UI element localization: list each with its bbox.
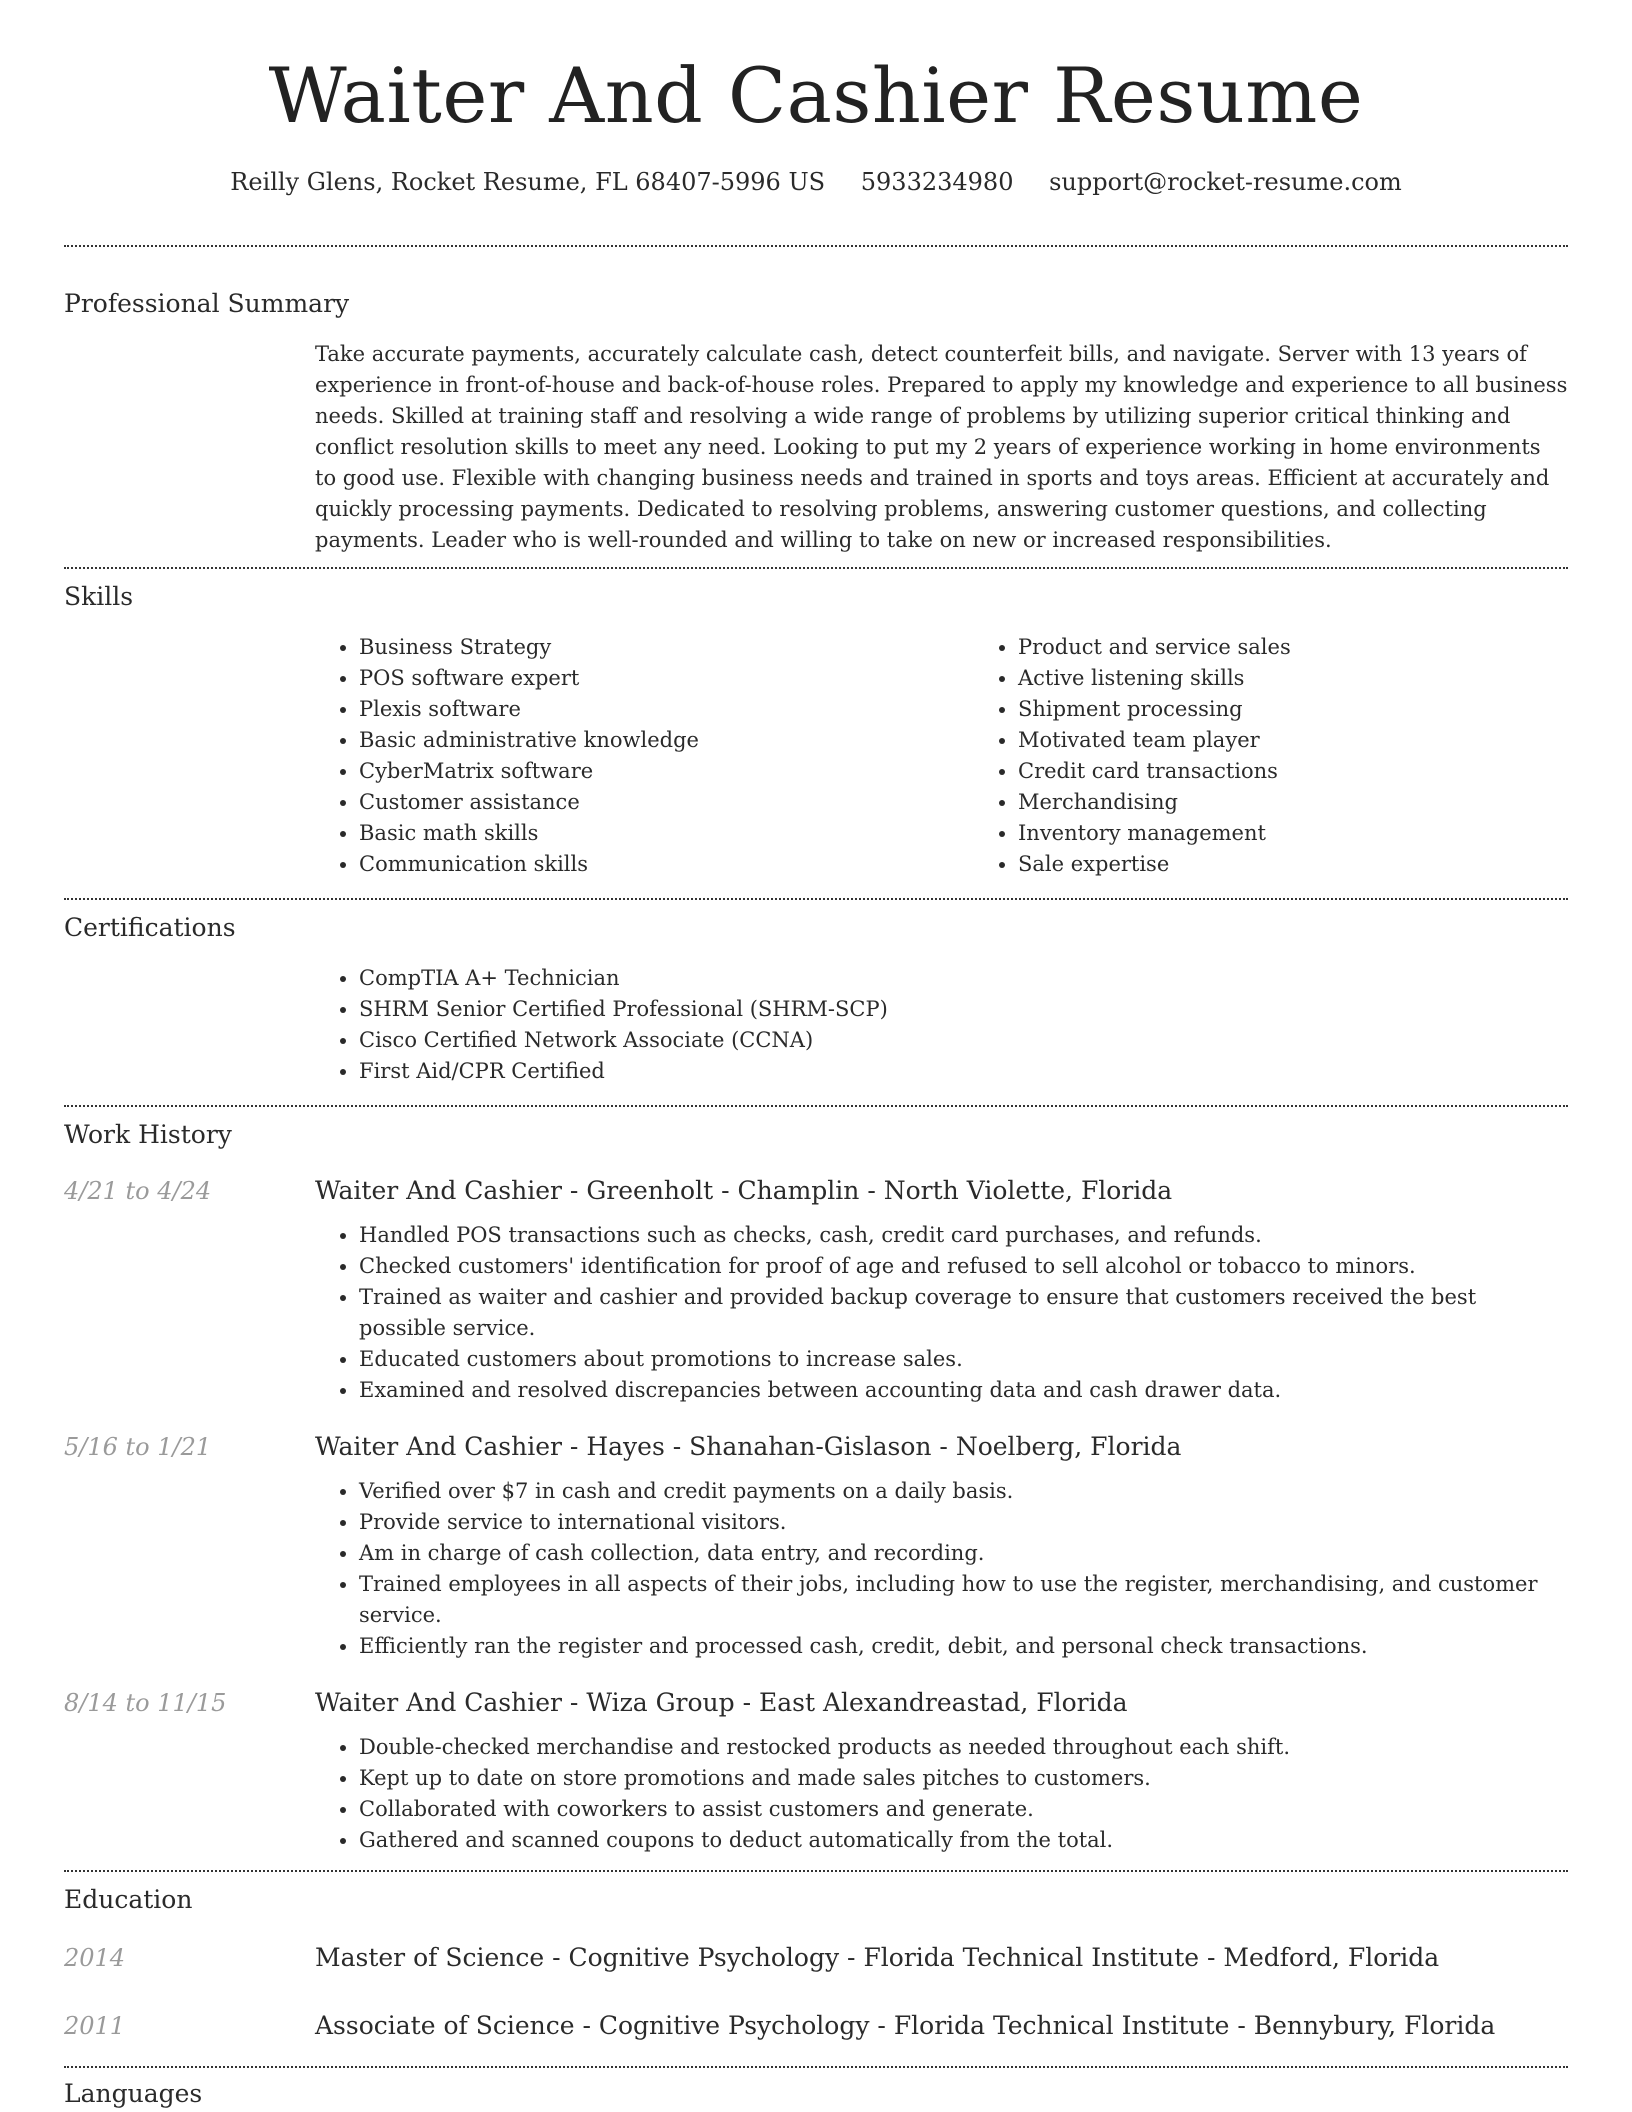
skill-item: • Basic math skills (359, 818, 974, 849)
contact-phone: 5933234980 (860, 168, 1014, 196)
job-entry (64, 1173, 1568, 1406)
skills-section (64, 632, 1568, 880)
job-bullet: • Trained as waiter and cashier and provided backup coverage to ensure that customers received the best possible service. (359, 1282, 1568, 1344)
skill-item: • Communication skills (359, 849, 974, 880)
job-entry (64, 1685, 1568, 1856)
section-heading-work-history: Work History (64, 1120, 232, 1149)
section-heading-certifications: Certifications (64, 913, 236, 942)
section-heading-skills: Skills (64, 582, 134, 611)
job-bullet: • Double-checked merchandise and restocked products as needed throughout each shift. (359, 1732, 1568, 1763)
skill-item: • Basic administrative knowledge (359, 725, 974, 756)
job-bullets (315, 1220, 1568, 1406)
divider (64, 898, 1568, 900)
certification-item: • First Aid/CPR Certified (359, 1056, 1568, 1087)
job-bullet: • Educated customers about promotions to increase sales. (359, 1344, 1568, 1375)
skills-columns (315, 632, 1632, 880)
job-title: Waiter And Cashier - Greenholt - Champlin - North Violette, Florida (315, 1176, 1173, 1205)
certification-item: • CompTIA A+ Technician (359, 963, 1568, 994)
education-title: Associate of Science - Cognitive Psychology - Florida Technical Institute - Bennybury, Florida (315, 2011, 1496, 2040)
skill-item: • Plexis software (359, 694, 974, 725)
skill-item: • CyberMatrix software (359, 756, 974, 787)
skill-item: • Inventory management (1018, 818, 1632, 849)
job-dates: 5/16 to 1/21 (64, 1433, 212, 1461)
contact-line (64, 166, 1568, 198)
skill-item: • Sale expertise (1018, 849, 1632, 880)
skill-item: • Active listening skills (1018, 663, 1632, 694)
job-bullets (315, 1732, 1568, 1856)
job-bullet: • Efficiently ran the register and processed cash, credit, debit, and personal check transactions. (359, 1631, 1568, 1662)
job-bullet: • Collaborated with coworkers to assist customers and generate. (359, 1794, 1568, 1825)
job-bullet: • Verified over $7 in cash and credit payments on a daily basis. (359, 1476, 1568, 1507)
contact-address: Reilly Glens, Rocket Resume, FL 68407-5996 US (230, 168, 826, 196)
skill-item: • Credit card transactions (1018, 756, 1632, 787)
resume-page (64, 0, 1568, 2112)
skill-item: • Product and service sales (1018, 632, 1632, 663)
education-year: 2014 (64, 1944, 126, 1972)
job-bullet: • Checked customers' identification for proof of age and refused to sell alcohol or tobacco to minors. (359, 1251, 1568, 1282)
certification-item: • SHRM Senior Certified Professional (SHRM-SCP) (359, 994, 1568, 1025)
contact-email: support@rocket-resume.com (1049, 168, 1402, 196)
education-entry (64, 2008, 1568, 2044)
education-title: Master of Science - Cognitive Psychology - Florida Technical Institute - Medford, Florida (315, 1943, 1440, 1972)
divider (64, 1105, 1568, 1107)
resume-title: Waiter And Cashier Resume (268, 51, 1364, 140)
certifications-section (64, 963, 1568, 1087)
job-bullets (315, 1476, 1568, 1662)
skill-item: • POS software expert (359, 663, 974, 694)
job-bullet: • Gathered and scanned coupons to deduct automatically from the total. (359, 1825, 1568, 1856)
job-bullet: • Examined and resolved discrepancies between accounting data and cash drawer data. (359, 1375, 1568, 1406)
education-entry (64, 1940, 1568, 1976)
job-bullet: • Handled POS transactions such as checks, cash, credit card purchases, and refunds. (359, 1220, 1568, 1251)
section-heading-languages: Languages (64, 2079, 203, 2108)
section-heading-summary: Professional Summary (64, 289, 350, 318)
skill-item: • Merchandising (1018, 787, 1632, 818)
summary-section (64, 339, 1568, 556)
job-bullet: • Provide service to international visitors. (359, 1507, 1568, 1538)
job-bullet: • Am in charge of cash collection, data entry, and recording. (359, 1538, 1568, 1569)
section-heading-education: Education (64, 1885, 193, 1914)
skill-item: • Customer assistance (359, 787, 974, 818)
divider (64, 1870, 1568, 1872)
job-dates: 8/14 to 11/15 (64, 1689, 227, 1717)
skills-list-right (974, 632, 1632, 880)
divider (64, 567, 1568, 569)
skill-item: • Motivated team player (1018, 725, 1632, 756)
job-title: Waiter And Cashier - Hayes - Shanahan-Gislason - Noelberg, Florida (315, 1432, 1182, 1461)
job-bullet: • Kept up to date on store promotions and made sales pitches to customers. (359, 1763, 1568, 1794)
job-dates: 4/21 to 4/24 (64, 1177, 212, 1205)
skill-item: • Shipment processing (1018, 694, 1632, 725)
job-entry (64, 1429, 1568, 1662)
skills-list-left (315, 632, 974, 880)
job-title: Waiter And Cashier - Wiza Group - East Alexandreastad, Florida (315, 1688, 1128, 1717)
job-bullet: • Trained employees in all aspects of their jobs, including how to use the register, merchandising, and customer service. (359, 1569, 1568, 1631)
divider (64, 2066, 1568, 2068)
certification-item: • Cisco Certified Network Associate (CCNA) (359, 1025, 1568, 1056)
divider (64, 245, 1568, 247)
summary-text: Take accurate payments, accurately calculate cash, detect counterfeit bills, and navigate. Server with 13 years of experience in front-of-house and back-of-house roles. Prepared to apply my knowledge and experience to all business needs. Skilled at training staff and resolving a wide range of problems by utilizing superior critical thinking and conflict resolution skills to meet any need. Looking to put my 2 years of experience working in home environments to good use. Flexible with changing business needs and trained in sports and toys areas. Efficient at accurately and quickly processing payments. Dedicated to resolving problems, answering customer questions, and collecting payments. Leader who is well-rounded and willing to take on new or increased responsibilities. (315, 342, 1568, 552)
education-year: 2011 (64, 2012, 126, 2040)
skill-item: • Business Strategy (359, 632, 974, 663)
certifications-list (315, 963, 1568, 1087)
